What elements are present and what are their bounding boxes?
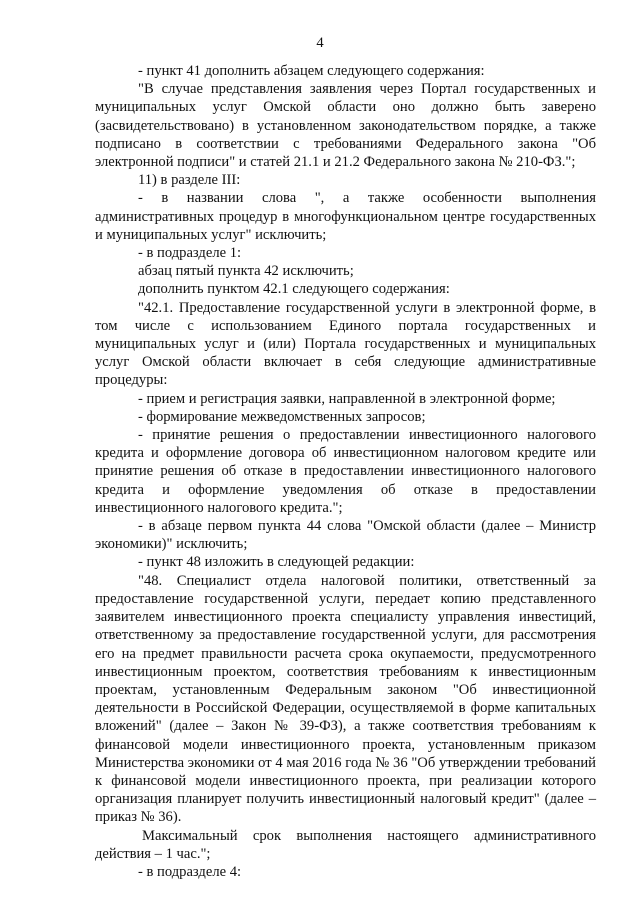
paragraph-3: 11) в разделе III: <box>138 172 241 189</box>
paragraph-8: "42.1. Предоставление государственной услуги в электронной форме, в том числе с использованием Единого портала государственных и муниципальных услуг и (или) Портала государственных и муниципальных услуг Омской области включает в себя следующие административные процедуры: <box>95 299 596 389</box>
paragraph-13: - пункт 48 изложить в следующей редакции: <box>138 554 415 571</box>
page-number: 4 <box>316 35 324 51</box>
paragraph-1: - пункт 41 дополнить абзацем следующего содержания: <box>138 63 485 79</box>
paragraph-16: - в подразделе 4: <box>138 863 242 880</box>
paragraph-9: - прием и регистрация заявки, направленной в электронной форме; <box>138 390 556 407</box>
paragraph-7: дополнить пунктом 42.1 следующего содержания: <box>138 281 450 298</box>
paragraph-4: - в названии слова ", а также особенности выполнения административных процедур в многофункциональном центре государственных и муниципальных услуг" исключить; <box>95 190 596 243</box>
paragraph-6: абзац пятый пункта 42 исключить; <box>138 263 354 280</box>
paragraph-15: Максимальный срок выполнения настоящего административного действия – 1 час."; <box>95 827 596 862</box>
paragraph-11: - принятие решения о предоставлении инвестиционного налогового кредита и оформление договора об инвестиционном налоговом кредите или принятие решения об отказе в предоставлении инвестиционного налогового кредита и оформление уведомления об отказе в предоставлении инвестиционного налогового кредита."; <box>95 427 596 516</box>
paragraph-5: - в подразделе 1: <box>138 245 242 262</box>
paragraph-12: - в абзаце первом пункта 44 слова "Омской области (далее – Министр экономики)" исключить; <box>95 518 596 553</box>
paragraph-2: "В случае представления заявления через Портал государственных и муниципальных услуг Омской области оно должно быть заверено (засвидетельствовано) в установленном законодательством порядке, а также подписано в соответствии с требованиями Федерального закона "Об электронной подписи" и статей 21.1 и 21.2 Федерального закона № 210-ФЗ."; <box>95 81 596 171</box>
document-body <box>95 62 596 881</box>
paragraph-14: "48. Специалист отдела налоговой политики, ответственный за предоставление государственной услуги, передает копию представленного заявителем инвестиционного проекта специалисту управления инвестиций, ответственному за предоставление государственной услуги, для рассмотрения его на предмет правильности расчета срока окупаемости, предусмотренного инвестиционным проектом, соответствия требованиям к инвестиционным проектам, установленным Федеральным законом "Об инвестиционной деятельности в Российской Федерации, осуществляемой в форме капитальных вложений" (далее – Закон № 39-ФЗ), а также соответствия требованиям к финансовой модели инвестиционного проекта, установленным приказом Министерства экономики от 4 мая 2016 года № 36 "Об утверждении требований к финансовой модели инвестиционного проекта, при реализации которого организация планирует получить инвестиционный налоговый кредит" (далее – приказ № 36). <box>95 572 596 826</box>
paragraph-10: - формирование межведомственных запросов; <box>138 408 426 425</box>
